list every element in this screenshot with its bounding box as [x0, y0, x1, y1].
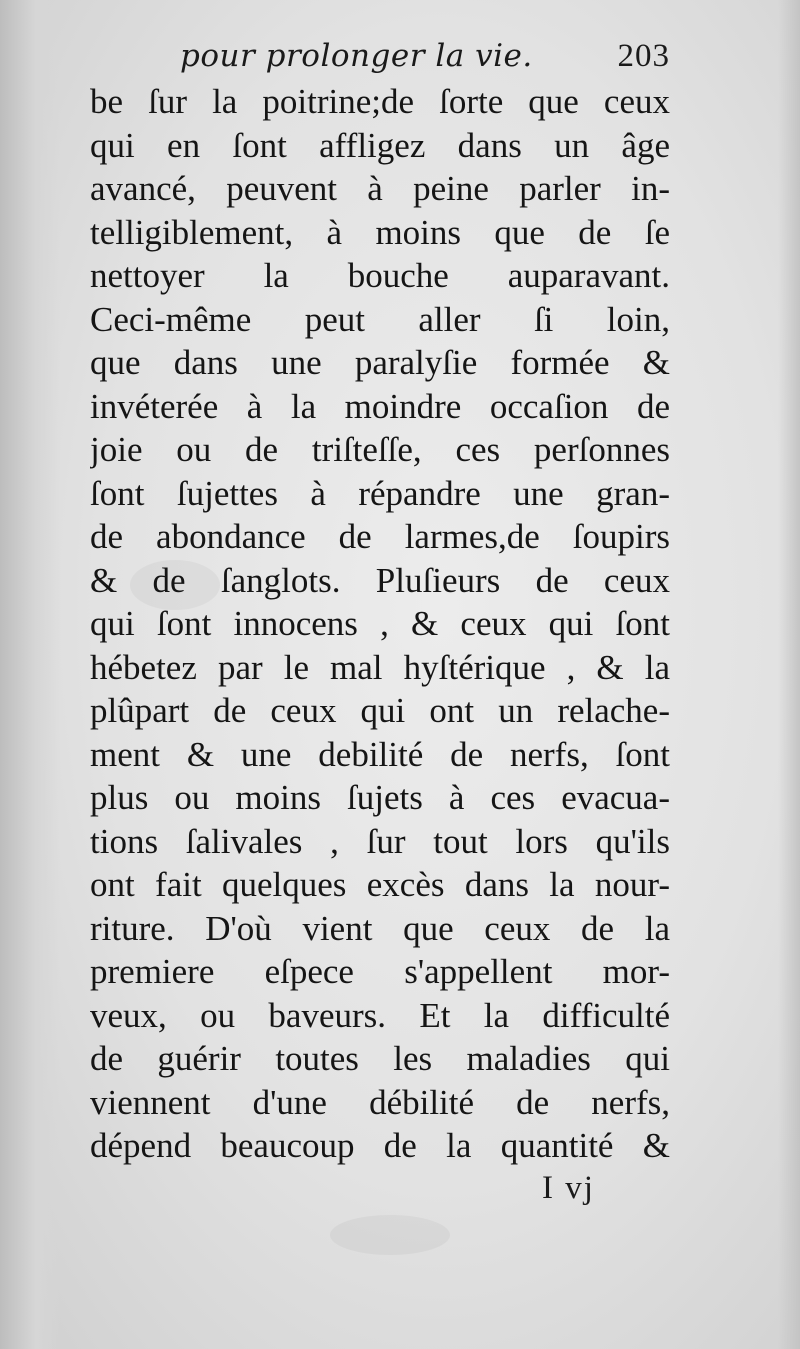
text-line: joie ou de triſteſſe, ces perſonnes	[90, 430, 670, 469]
page-edge-shadow	[778, 0, 800, 1349]
text-line: invéterée à la moindre occaſion de	[90, 386, 670, 426]
text-line: qui en ſont affligez dans un âge	[90, 125, 670, 165]
text-line: tions ſalivales , ſur tout lors qu'ils	[90, 821, 670, 861]
signature-mark: I vj	[542, 1170, 595, 1206]
text-line: plus ou moins ſujets à ces evacua-	[90, 778, 670, 817]
page-gutter-shadow	[0, 0, 60, 1349]
text-line: hébetez par le mal hyſtérique , & la	[90, 647, 670, 687]
text-line: plûpart de ceux qui ont un relache-	[90, 691, 670, 730]
text-line: avancé, peuvent à peine parler in-	[90, 169, 670, 208]
text-line: qui ſont innocens , & ceux qui ſont	[90, 604, 670, 643]
body-text	[90, 80, 670, 1168]
text-line: ſont ſujettes à répandre une gran-	[90, 473, 670, 513]
text-line: de abondance de larmes,de ſoupirs	[90, 517, 670, 556]
text-line: de guérir toutes les maladies qui	[90, 1039, 670, 1078]
text-line: dépend beaucoup de la quantité &	[90, 1126, 670, 1165]
text-line: riture. D'où vient que ceux de la	[90, 908, 670, 948]
text-line: be ſur la poitrine;de ſorte que ceux	[90, 82, 670, 121]
text-line: nettoyer la bouche auparavant.	[90, 256, 670, 295]
text-line: & de ſanglots. Pluſieurs de ceux	[90, 560, 670, 600]
text-line: veux, ou baveurs. Et la difficulté	[90, 995, 670, 1035]
text-line: telligiblement, à moins que de ſe	[90, 212, 670, 252]
text-line: que dans une paralyſie formée &	[90, 343, 670, 382]
paper-stain	[330, 1215, 450, 1255]
text-line: Ceci-même peut aller ſi loin,	[90, 299, 670, 339]
text-line: viennent d'une débilité de nerfs,	[90, 1082, 670, 1122]
page-number: 203	[617, 38, 670, 74]
text-line: premiere eſpece s'appellent mor-	[90, 952, 670, 991]
text-line: ont fait quelques excès dans la nour-	[90, 865, 670, 904]
running-title: pour prolonger la vie.	[180, 38, 533, 74]
text-line: ment & une debilité de nerfs, ſont	[90, 734, 670, 774]
